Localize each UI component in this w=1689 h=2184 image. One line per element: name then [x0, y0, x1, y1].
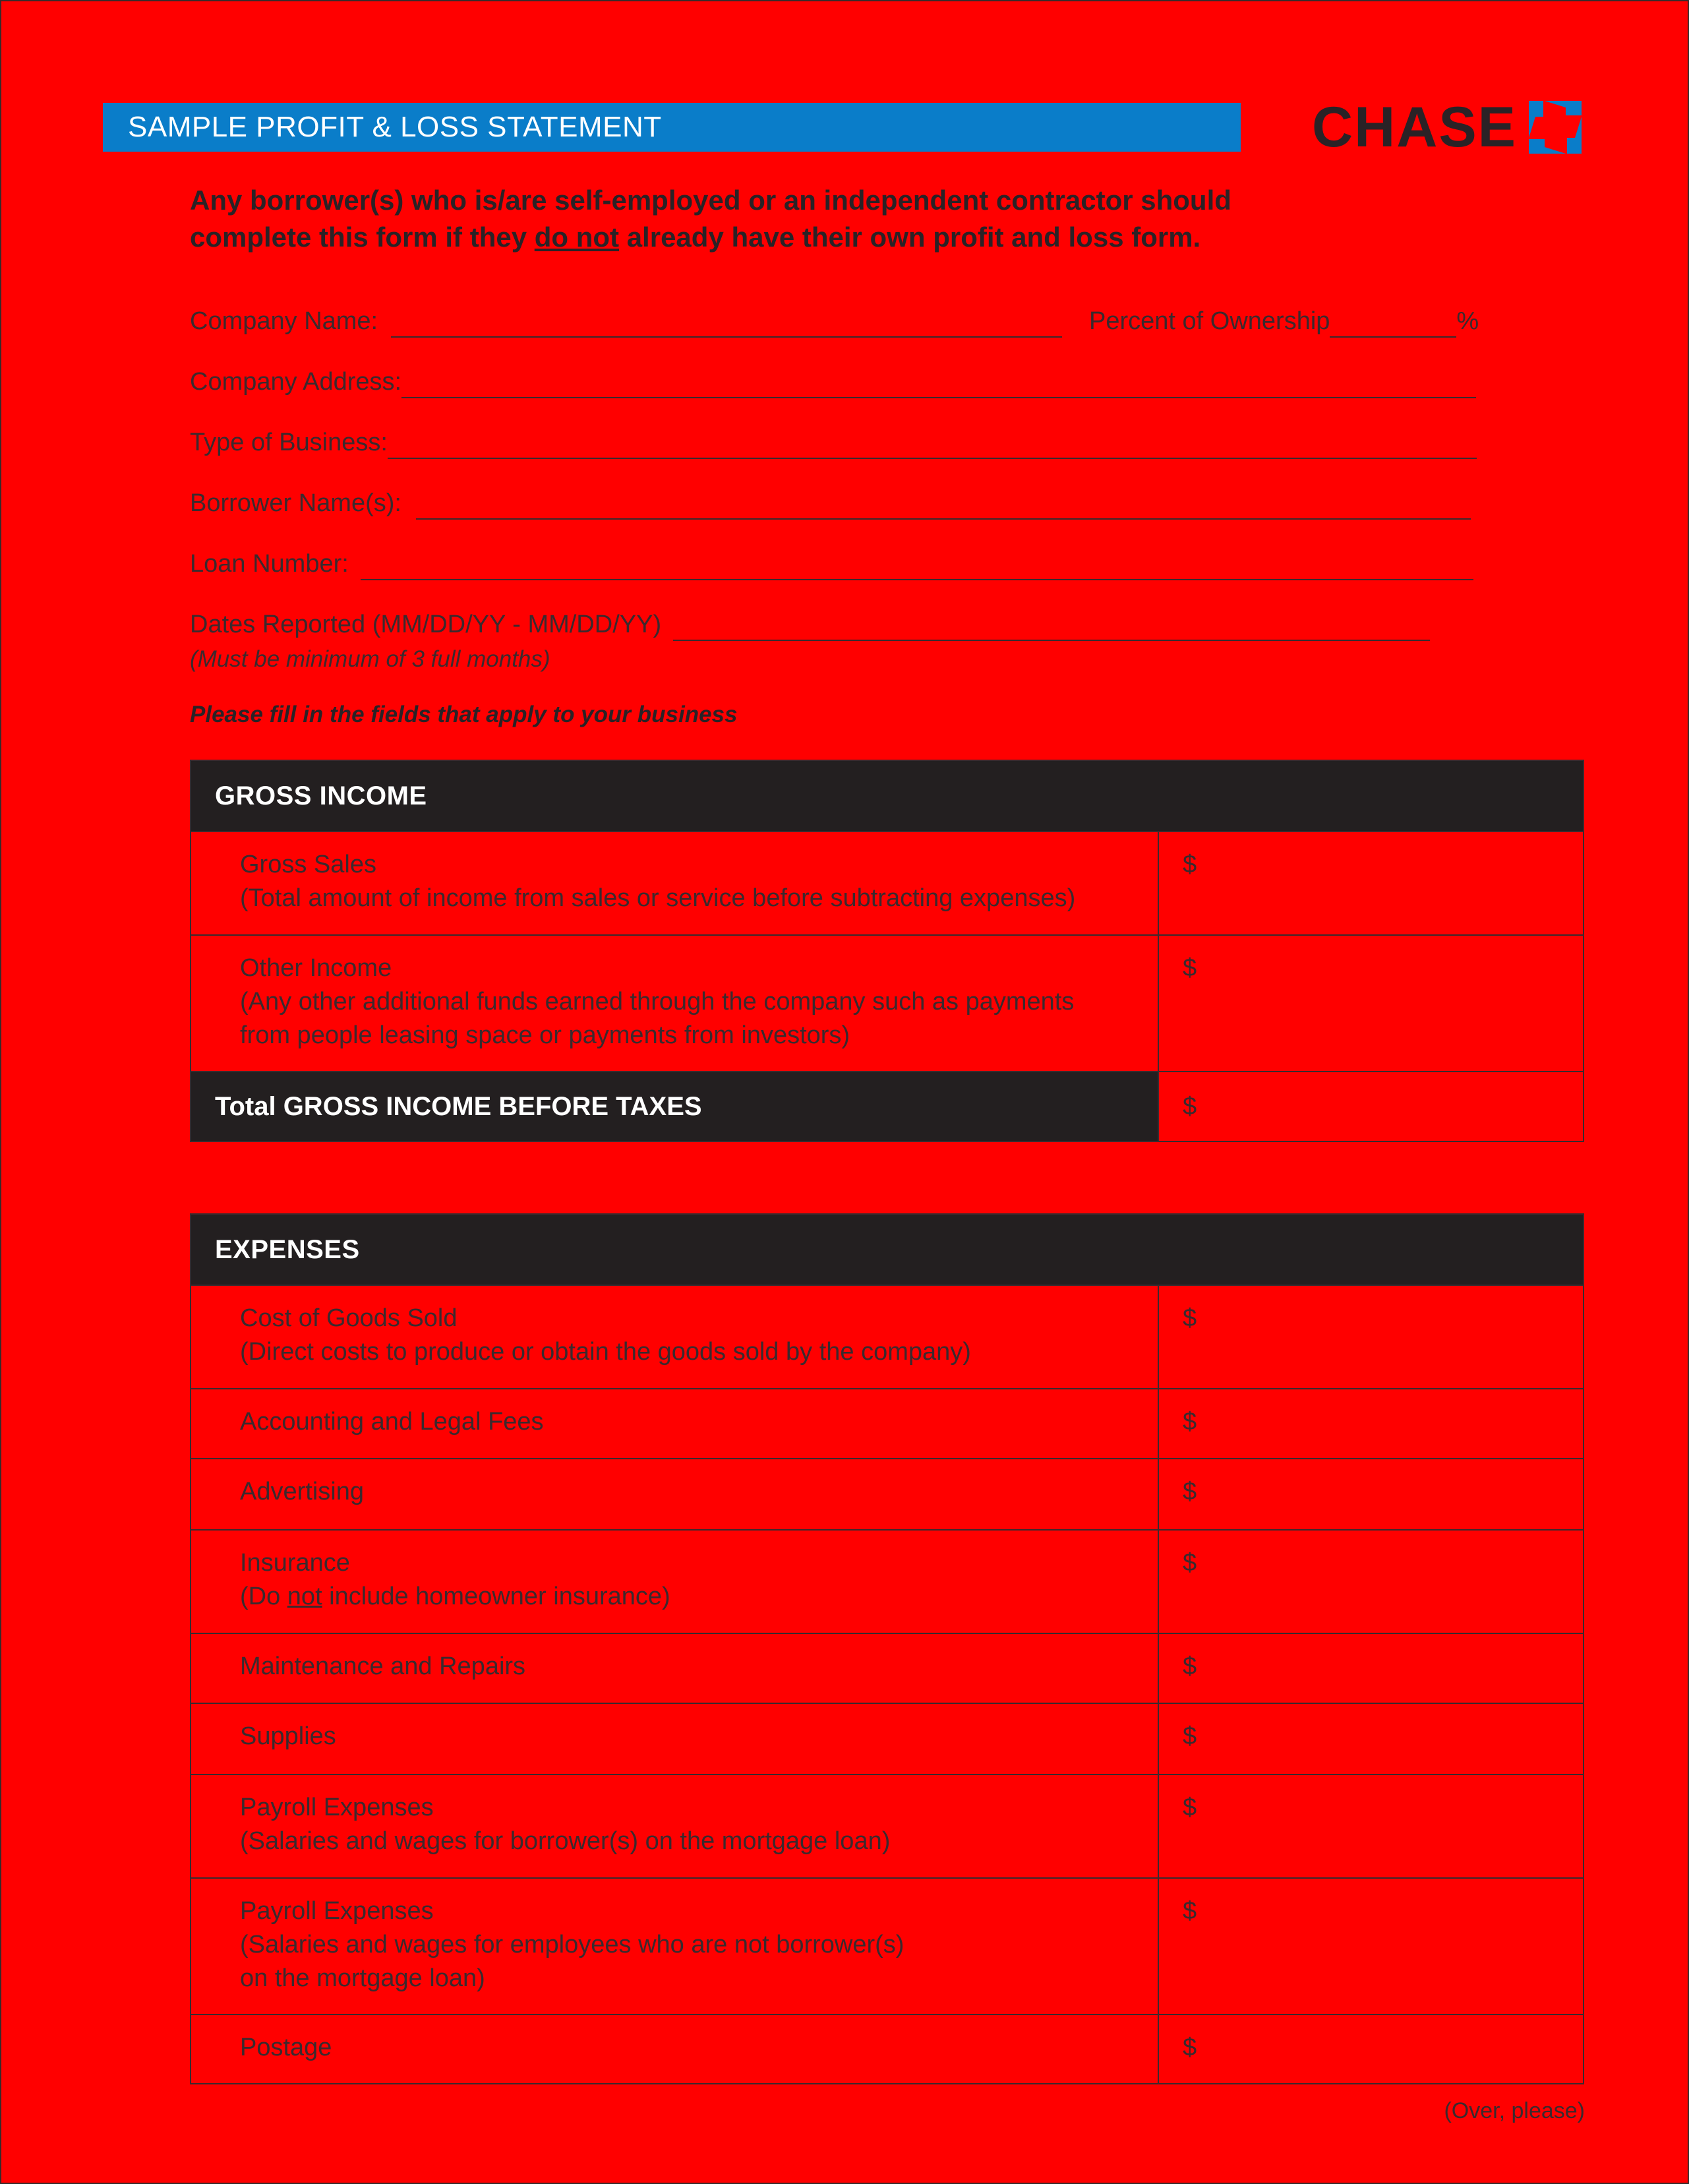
- row-label: Other Income: [240, 954, 392, 982]
- chase-octagon-icon: [1529, 101, 1582, 154]
- row-description: [191, 832, 1159, 934]
- company-name-field: [190, 305, 1062, 338]
- row-description: [191, 2015, 1159, 2083]
- intro-text: [190, 182, 1390, 256]
- loan-number-field: [190, 547, 1473, 580]
- row-label: Payroll Expenses: [240, 1794, 434, 1821]
- dates-reported-field: [190, 608, 1430, 641]
- loan-number-input[interactable]: [361, 554, 1473, 580]
- row-note: (Direct costs to produce or obtain the goods sold by the company): [240, 1338, 971, 1366]
- percent-sign: %: [1456, 307, 1479, 335]
- amount-input[interactable]: $: [1183, 1478, 1197, 1505]
- row-note-emphasis: not: [287, 1583, 322, 1610]
- company-address-input[interactable]: [401, 372, 1476, 398]
- amount-input[interactable]: $: [1183, 954, 1197, 982]
- table-row: [191, 1285, 1583, 1388]
- percent-ownership-input[interactable]: [1330, 311, 1456, 338]
- company-address-field: [190, 365, 1476, 398]
- expenses-heading: EXPENSES: [191, 1215, 1583, 1285]
- total-label: Total GROSS INCOME BEFORE TAXES: [191, 1072, 1159, 1141]
- row-label: Cost of Goods Sold: [240, 1304, 458, 1332]
- type-of-business-label: Type of Business:: [190, 429, 388, 456]
- gross-income-table: [190, 760, 1584, 1142]
- intro-line-2-end: already have their own profit and loss form.: [619, 222, 1201, 253]
- type-of-business-input[interactable]: [388, 433, 1477, 459]
- row-note-end: include homeowner insurance): [322, 1583, 670, 1610]
- gross-income-heading: GROSS INCOME: [191, 761, 1583, 831]
- dates-reported-input[interactable]: [673, 615, 1430, 641]
- row-label: Insurance: [240, 1549, 350, 1577]
- row-note: [240, 1580, 1158, 1614]
- instruction-text: Please fill in the fields that apply to your business: [190, 702, 738, 727]
- row-note: (Total amount of income from sales or service before subtracting expenses): [240, 884, 1076, 912]
- type-of-business-field: [190, 426, 1477, 459]
- row-description: [191, 1704, 1159, 1774]
- table-row: [191, 2014, 1583, 2083]
- over-please-note: (Over, please): [1444, 2098, 1585, 2123]
- loan-number-label: Loan Number:: [190, 550, 349, 578]
- row-label: Advertising: [240, 1478, 364, 1505]
- borrower-names-field: [190, 487, 1471, 520]
- row-label: Supplies: [240, 1722, 336, 1750]
- row-note: (Any other additional funds earned through the company such as payments: [240, 988, 1075, 1016]
- borrower-names-label: Borrower Name(s):: [190, 489, 401, 517]
- row-label: Maintenance and Repairs: [240, 1653, 526, 1680]
- table-row: [191, 1877, 1583, 2014]
- company-address-label: Company Address:: [190, 368, 402, 396]
- row-note: (Salaries and wages for employees who are not borrower(s): [240, 1931, 904, 1958]
- row-description: [191, 1531, 1159, 1633]
- table-row: [191, 1458, 1583, 1529]
- dates-note: (Must be minimum of 3 full months): [190, 646, 550, 672]
- amount-input[interactable]: $: [1183, 851, 1197, 878]
- row-label: Postage: [240, 2034, 332, 2061]
- table-row: [191, 1703, 1583, 1774]
- chase-logo: [1312, 98, 1582, 157]
- percent-ownership-label: Percent of Ownership: [1089, 307, 1330, 335]
- row-label: Payroll Expenses: [240, 1897, 434, 1925]
- company-name-input[interactable]: [391, 311, 1062, 338]
- row-description: [191, 1634, 1159, 1703]
- amount-input[interactable]: $: [1183, 1408, 1197, 1436]
- amount-input[interactable]: $: [1183, 1304, 1197, 1332]
- intro-line-2: [190, 219, 1390, 256]
- table-row: [191, 1529, 1583, 1633]
- table-row: [191, 1633, 1583, 1703]
- row-description: [191, 936, 1159, 1071]
- row-description: [191, 1775, 1159, 1877]
- row-note: from people leasing space or payments from investors): [240, 1021, 850, 1049]
- row-description: [191, 1879, 1159, 2014]
- amount-input[interactable]: $: [1183, 1897, 1197, 1925]
- amount-input[interactable]: $: [1183, 1794, 1197, 1821]
- table-row: [191, 831, 1583, 934]
- table-row: [191, 1388, 1583, 1458]
- intro-line-1: Any borrower(s) who is/are self-employed or an independent contractor should: [190, 185, 1231, 216]
- logo-text: CHASE: [1312, 96, 1518, 159]
- company-name-label: Company Name:: [190, 307, 378, 335]
- row-label: Gross Sales: [240, 851, 376, 878]
- row-note: on the mortgage loan): [240, 1964, 485, 1992]
- amount-input[interactable]: $: [1183, 1549, 1197, 1577]
- table-row: [191, 1774, 1583, 1877]
- intro-line-2-start: complete this form if they: [190, 222, 535, 253]
- percent-ownership-field: [1089, 305, 1479, 338]
- amount-input[interactable]: $: [1183, 1722, 1197, 1750]
- dates-reported-label: Dates Reported (MM/DD/YY - MM/DD/YY): [190, 611, 662, 638]
- row-note-start: (Do: [240, 1583, 287, 1610]
- expenses-table: [190, 1213, 1584, 2084]
- row-label: Accounting and Legal Fees: [240, 1408, 544, 1436]
- row-description: [191, 1459, 1159, 1529]
- page-title: SAMPLE PROFIT & LOSS STATEMENT: [103, 103, 1241, 152]
- row-description: [191, 1389, 1159, 1458]
- intro-emphasis: do not: [534, 222, 620, 253]
- total-amount-input[interactable]: $: [1183, 1093, 1197, 1120]
- row-description: [191, 1286, 1159, 1388]
- amount-input[interactable]: $: [1183, 1653, 1197, 1680]
- amount-input[interactable]: $: [1183, 2034, 1197, 2061]
- row-note: (Salaries and wages for borrower(s) on the mortgage loan): [240, 1827, 891, 1855]
- total-row: [191, 1071, 1583, 1141]
- borrower-names-input[interactable]: [416, 493, 1471, 520]
- table-row: [191, 934, 1583, 1071]
